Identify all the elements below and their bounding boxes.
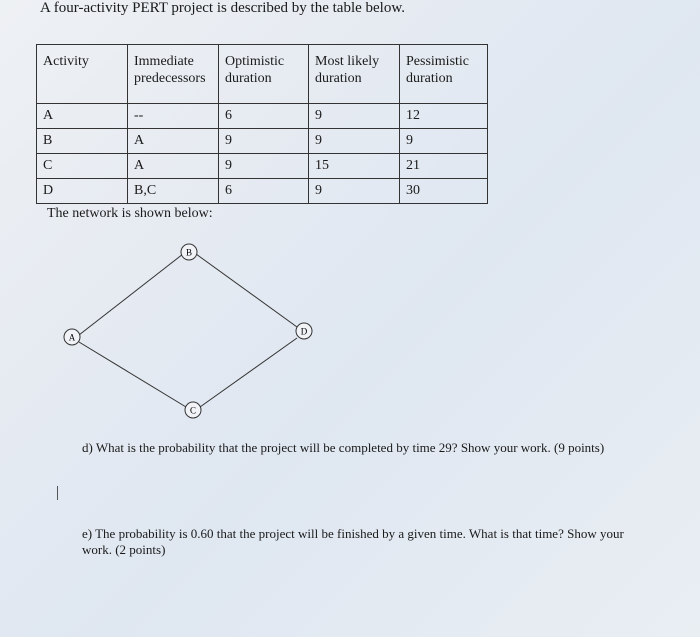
cell-activity: D	[37, 179, 128, 204]
node-c	[185, 402, 201, 418]
cell-activity: B	[37, 129, 128, 154]
question-e: e) The probability is 0.60 that the project will be finished by a given time. What is that time? Show your work. (2 points)	[82, 526, 624, 557]
header-optimistic-duration: Optimistic duration	[219, 45, 309, 104]
cell-predecessors: A	[128, 129, 219, 154]
node-b-label: B	[185, 247, 193, 258]
cell-optimistic: 9	[219, 129, 309, 154]
cell-pessimistic: 30	[400, 179, 488, 204]
cell-pessimistic: 12	[400, 104, 488, 129]
cell-pessimistic: 21	[400, 154, 488, 179]
cell-most-likely: 15	[309, 154, 400, 179]
header-most-likely-duration: Most likely duration	[309, 45, 400, 104]
question-d: d) What is the probability that the project will be completed by time 29? Show your work. (9 points)	[82, 440, 605, 455]
cell-optimistic: 9	[219, 154, 309, 179]
edge-b-d	[196, 254, 297, 327]
edge-c-d	[200, 338, 297, 407]
cell-pessimistic: 9	[400, 129, 488, 154]
header-immediate-predecessors: Immediate predecessors	[128, 45, 219, 104]
cell-activity: A	[37, 104, 128, 129]
cell-optimistic: 6	[219, 179, 309, 204]
cell-optimistic: 6	[219, 104, 309, 129]
cell-predecessors: A	[128, 154, 219, 179]
cell-activity: C	[37, 154, 128, 179]
node-d	[296, 323, 312, 339]
header-pessimistic-duration: Pessimistic duration	[400, 45, 488, 104]
cell-predecessors: B,C	[128, 179, 219, 204]
node-a	[64, 329, 80, 345]
problem-title: A four-activity PERT project is described by the table below.	[40, 0, 405, 16]
node-a-label: A	[68, 332, 76, 343]
edge-a-c	[79, 342, 186, 407]
cell-most-likely: 9	[309, 129, 400, 154]
network-caption: The network is shown below:	[47, 206, 213, 221]
cell-predecessors: --	[128, 104, 219, 129]
header-activity: Activity	[37, 45, 128, 104]
edge-a-b	[79, 254, 183, 335]
pen-mark	[57, 486, 58, 500]
node-b	[181, 244, 197, 260]
cell-most-likely: 9	[309, 179, 400, 204]
node-d-label: D	[300, 326, 308, 337]
cell-most-likely: 9	[309, 104, 400, 129]
node-c-label: C	[189, 405, 197, 416]
